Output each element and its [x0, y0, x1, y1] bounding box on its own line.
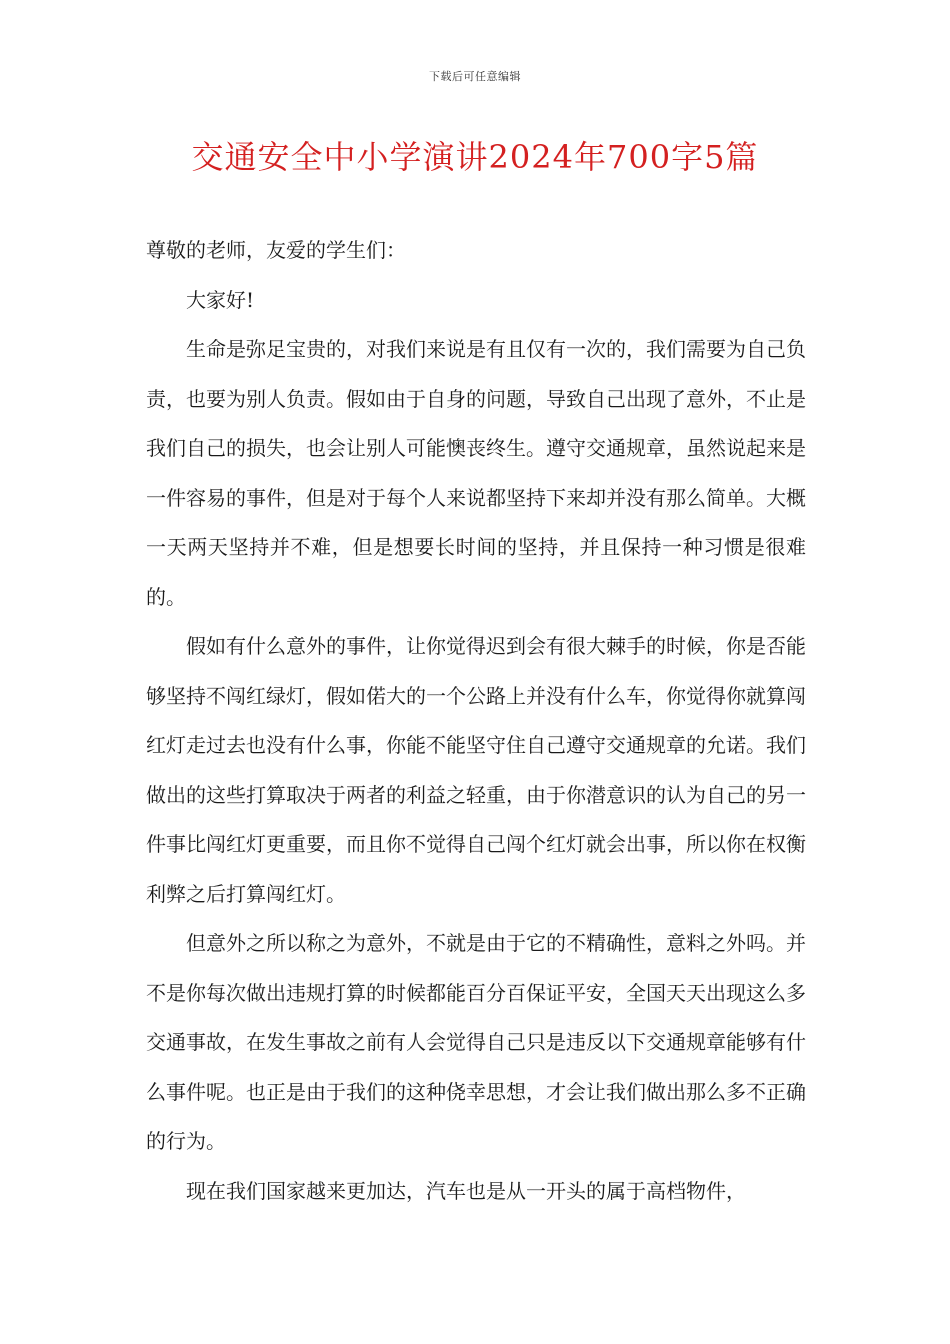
- document-body: [146, 226, 806, 1216]
- greeting: 大家好!: [186, 287, 255, 312]
- paragraph-1: 生命是弥足宝贵的，对我们来说是有且仅有一次的，我们需要为自己负责，也要为别人负责。假如由于自身的问题，导致自己出现了意外，不止是我们自己的损失，也会让别人可能懊丧终生。遵守交通规章，虽然说起来是一件容易的事件，但是对于每个人来说都坚持下来却并没有那么简单。大概一天两天坚持并不难，但是想要长时间的坚持，并且保持一种习惯是很难的。: [146, 337, 806, 609]
- header-note: 下载后可任意编辑: [429, 70, 521, 83]
- paragraph-2: 假如有什么意外的事件，让你觉得迟到会有很大棘手的时候，你是否能够坚持不闯红绿灯，假如偌大的一个公路上并没有什么车，你觉得你就算闯红灯走过去也没有什么事，你能不能坚守住自己遵守交通规章的允诺。我们做出的这些打算取决于两者的利益之轻重，由于你潜意识的认为自己的另一件事比闯红灯更重要，而且你不觉得自己闯个红灯就会出事，所以你在权衡利弊之后打算闯红灯。: [146, 634, 806, 906]
- salutation: 尊敬的老师，友爱的学生们：: [146, 238, 406, 262]
- paragraph-3: 但意外之所以称之为意外，不就是由于它的不精确性，意料之外吗。并不是你每次做出违规打算的时候都能百分百保证平安，全国天天出现这么多交通事故，在发生事故之前有人会觉得自己只是违反以下交通规章能够有什么事件呢。也正是由于我们的这种侥幸思想，才会让我们做出那么多不正确的行为。: [146, 931, 806, 1153]
- paragraph-4: 现在我们国家越来更加达，汽车也是从一开头的属于高档物件，: [186, 1178, 746, 1203]
- document-title: 交通安全中小学演讲2024年700字5篇: [191, 138, 759, 176]
